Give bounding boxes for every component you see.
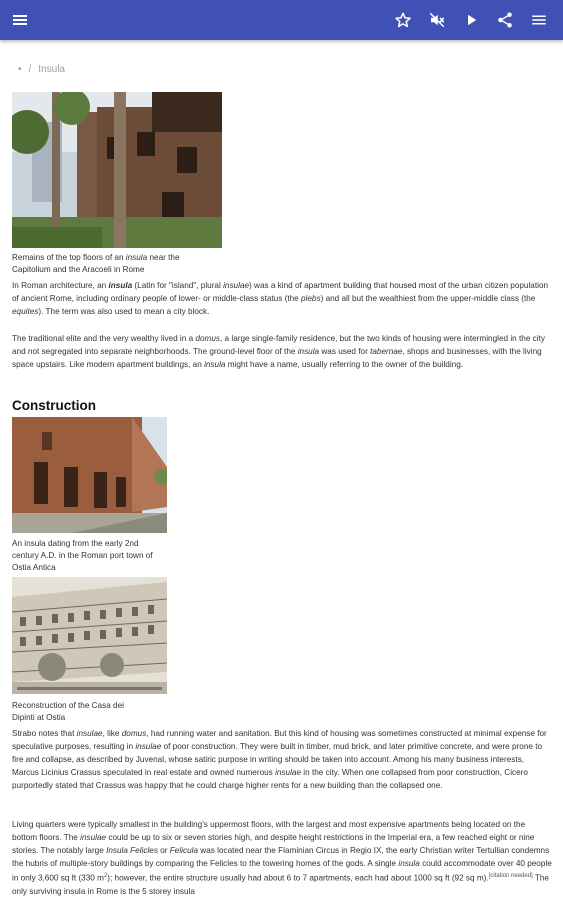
figure-ostia-insula [12,417,167,574]
figure-casa-caption: Reconstruction of the Casa dei Dipinti at Ostia [12,701,124,722]
casa-dipinti-image[interactable] [12,577,167,694]
star-icon[interactable] [393,10,413,30]
mute-icon[interactable] [427,10,447,30]
breadcrumb-current[interactable]: Insula [38,64,65,75]
figure-insula-ruins-caption: Remains of the top floors of an insula near the Capitolium and the Aracoeli in Rome [12,253,180,274]
app-bar [0,0,563,40]
share-icon[interactable] [495,10,515,30]
list-icon[interactable] [529,10,549,30]
menu-icon[interactable] [10,10,30,30]
section-heading-construction: Construction [12,398,96,413]
strabo-paragraph: Strabo notes that insulae, like domus, had running water and sanitation. But this kind of housing was sometimes constructed at minimal expense for speculative purposes, resulting in insulae of poor construction. They were built in timber, mud brick, and later primitive concrete, and were prone to fire and collapse, as described by Juvenal, whose satiric purpose in writing should be taken into account. Among his many business interests, Marcus Licinius Crassus speculated in real estate and owned numerous insulae in the city. When one collapsed from poor construction, Cicero purportedly stated that Crassus was happy that he could charge higher rents for a new building than the collapsed one. [12,729,547,790]
figure-ostia-caption: An insula dating from the early 2nd century A.D. in the Roman port town of Ostia Antica [12,539,153,572]
figure-casa-dipinti [12,577,167,724]
insula-ruins-image[interactable] [12,92,222,248]
ostia-insula-image[interactable] [12,417,167,533]
breadcrumb-separator: / [28,64,32,75]
living-quarters-paragraph: Living quarters were typically smallest in the building's uppermost floors, with the largest and most expensive apartments being located on the bottom floors. The insulae could be up to six or seven stories high, and despite height restrictions in the Imperial era, a few reached eight or nine stories. The notably large Insula Felicles or Felicula was located near the Flaminian Circus in Regio IX, the early Christian writer Tertullian condemns the hubris of multiple-story buildings by comparing the Felicles to the towering homes of the gods. A single insula could accommodate over 40 people in only 3,600 sq ft (330 $m^2$); however, the entire structure usually had about 6 to 7 apartments, each had about 1000 sq ft (92 sq m).[citation needed] The only surviving insula in Rome is the 5 storey insula [12,820,552,896]
figure-insula-ruins [12,92,222,276]
breadcrumb-home[interactable]: • [18,64,22,75]
play-icon[interactable] [461,10,481,30]
citation-needed-link[interactable]: [citation needed] [488,873,533,879]
breadcrumb [18,64,65,75]
intro-paragraph: In Roman architecture, an insula (Latin for "island", plural insulae) was a kind of apartment building that housed most of the urban citizen population of ancient Rome, including ordinary people of lower- or middle-class status (the plebs) and all but the wealthiest from the upper-middle class (the equites). The term was also used to mean a city block. [12,281,549,316]
domus-paragraph: The traditional elite and the very wealthy lived in a domus, a large single-family residence, but the two kinds of housing were intermingled in the city and not segregated into separate neighborhoods. The ground-level floor of the insula was used for tabernae, shops and businesses, with the living space upstairs. Like modern apartment buildings, an insula might have a name, usually referring to the owner of the building. [12,334,545,369]
